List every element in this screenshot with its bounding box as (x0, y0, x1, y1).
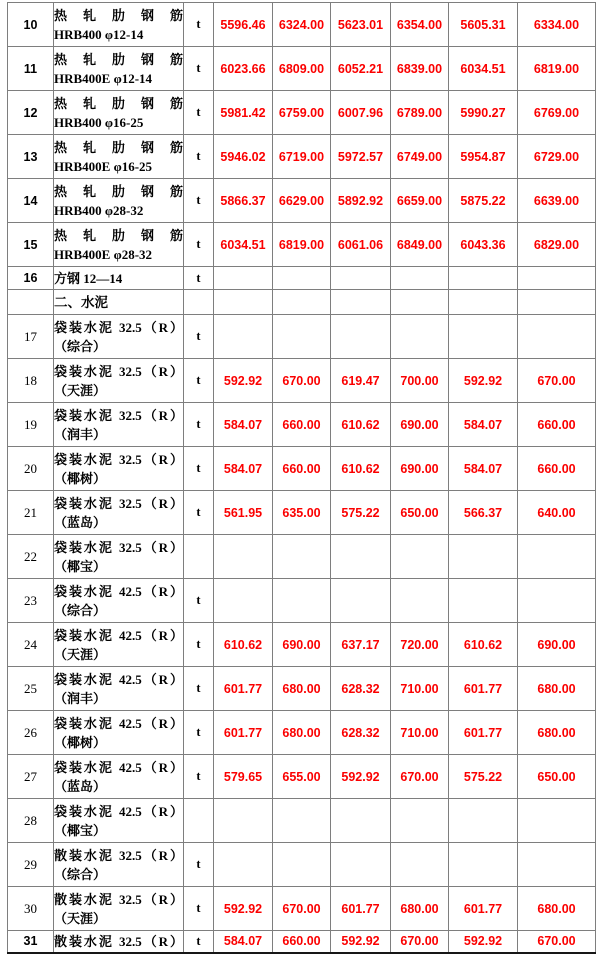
table-row (8, 359, 596, 403)
material-name-line-2: HRB400 φ16-25 (54, 114, 144, 130)
material-name-line-2: HRB400E φ16-25 (54, 158, 153, 174)
table-row (8, 3, 596, 47)
material-name-line-1: 热 轧 肋 钢 筋 (54, 51, 183, 67)
material-name-line-1: 袋装水泥 42.5（R） (54, 671, 183, 687)
price-cell: 6749.00 (391, 135, 449, 179)
price-cell: 660.00 (518, 447, 596, 491)
price-cell (518, 267, 596, 290)
material-name-line-2: HRB400 φ28-32 (54, 202, 144, 218)
price-cell: 650.00 (391, 491, 449, 535)
material-name-line-2: HRB400E φ12-14 (54, 70, 153, 86)
material-name (54, 403, 184, 447)
price-cell: 5946.02 (214, 135, 273, 179)
table-row (8, 47, 596, 91)
price-cell: 601.77 (449, 667, 518, 711)
price-cell (331, 843, 391, 887)
price-cell: 592.92 (331, 755, 391, 799)
price-cell: 690.00 (391, 447, 449, 491)
row-number: 29 (8, 843, 54, 887)
row-number: 24 (8, 623, 54, 667)
material-name-line-1: 热 轧 肋 钢 筋 (54, 95, 183, 111)
price-cell (214, 535, 273, 579)
section-title: 二、水泥 (54, 294, 108, 310)
row-number: 27 (8, 755, 54, 799)
price-cell: 680.00 (518, 667, 596, 711)
price-cell (449, 799, 518, 843)
price-cell (391, 267, 449, 290)
price-cell (273, 267, 331, 290)
price-cell: 6061.06 (331, 223, 391, 267)
table-row (8, 403, 596, 447)
price-cell: 584.07 (214, 403, 273, 447)
row-number: 11 (8, 47, 54, 91)
material-name (54, 711, 184, 755)
price-cell (214, 799, 273, 843)
price-cell (449, 535, 518, 579)
table-row (8, 887, 596, 931)
row-number: 15 (8, 223, 54, 267)
price-cell: 592.92 (214, 887, 273, 931)
material-name (54, 359, 184, 403)
price-cell: 610.62 (449, 623, 518, 667)
material-name-line-2: （椰宝） (54, 822, 107, 838)
row-number: 18 (8, 359, 54, 403)
price-cell: 628.32 (331, 667, 391, 711)
unit-cell: t (184, 223, 214, 267)
price-cell (273, 535, 331, 579)
table-row (8, 491, 596, 535)
price-cell (391, 290, 449, 315)
price-cell (391, 799, 449, 843)
price-cell: 637.17 (331, 623, 391, 667)
table-row (8, 535, 596, 579)
row-number: 30 (8, 887, 54, 931)
price-cell: 6354.00 (391, 3, 449, 47)
material-name-line-2: （综合） (54, 866, 107, 882)
price-cell (273, 843, 331, 887)
price-cell: 5972.57 (331, 135, 391, 179)
row-number: 13 (8, 135, 54, 179)
price-cell: 575.22 (449, 755, 518, 799)
price-cell (518, 290, 596, 315)
row-number: 31 (8, 931, 54, 953)
price-cell: 5866.37 (214, 179, 273, 223)
price-cell: 6789.00 (391, 91, 449, 135)
price-cell: 592.92 (449, 931, 518, 953)
material-name-line-1: 袋装水泥 32.5（R） (54, 407, 183, 423)
table-row (8, 711, 596, 755)
material-name-line-2: （润丰） (54, 690, 107, 706)
material-name-line-1: 袋装水泥 42.5（R） (54, 759, 183, 775)
material-name-line-1: 袋装水泥 42.5（R） (54, 715, 183, 731)
table-row (8, 179, 596, 223)
price-cell: 710.00 (391, 711, 449, 755)
price-cell: 575.22 (331, 491, 391, 535)
material-name (54, 535, 184, 579)
price-cell: 628.32 (331, 711, 391, 755)
price-cell: 690.00 (391, 403, 449, 447)
price-cell (391, 579, 449, 623)
price-cell: 619.47 (331, 359, 391, 403)
price-cell (273, 290, 331, 315)
price-cell: 6849.00 (391, 223, 449, 267)
price-cell (518, 535, 596, 579)
unit-cell: t (184, 403, 214, 447)
material-name (54, 887, 184, 931)
price-cell: 610.62 (214, 623, 273, 667)
material-name-line-2: （椰宝） (54, 558, 107, 574)
price-cell: 592.92 (214, 359, 273, 403)
price-cell: 670.00 (518, 931, 596, 953)
price-cell: 690.00 (518, 623, 596, 667)
price-cell: 601.77 (214, 667, 273, 711)
material-name-line-2: （综合） (54, 338, 107, 354)
price-cell: 720.00 (391, 623, 449, 667)
table-row (8, 447, 596, 491)
material-name (54, 931, 184, 953)
material-name (54, 843, 184, 887)
table-row (8, 931, 596, 953)
price-cell (331, 579, 391, 623)
material-name-line-1: 袋装水泥 32.5（R） (54, 495, 183, 511)
price-cell: 660.00 (273, 403, 331, 447)
row-number: 25 (8, 667, 54, 711)
table-row (8, 843, 596, 887)
unit-cell: t (184, 931, 214, 953)
unit-cell: t (184, 887, 214, 931)
material-name (54, 290, 184, 315)
row-number: 20 (8, 447, 54, 491)
table-row (8, 267, 596, 290)
row-number: 12 (8, 91, 54, 135)
table-row (8, 799, 596, 843)
row-number (8, 290, 54, 315)
unit-cell: t (184, 447, 214, 491)
material-name (54, 3, 184, 47)
material-name-line-2: （蓝岛） (54, 514, 107, 530)
price-cell: 680.00 (273, 711, 331, 755)
row-number: 17 (8, 315, 54, 359)
price-cell: 680.00 (518, 711, 596, 755)
material-name (54, 267, 184, 290)
material-name (54, 223, 184, 267)
material-name-line-1: 散装水泥 32.5（R） (54, 847, 183, 863)
row-number: 23 (8, 579, 54, 623)
price-cell (214, 267, 273, 290)
price-cell: 584.07 (214, 447, 273, 491)
table-row (8, 315, 596, 359)
price-cell: 6759.00 (273, 91, 331, 135)
unit-cell: t (184, 47, 214, 91)
price-cell: 670.00 (273, 887, 331, 931)
price-cell: 690.00 (273, 623, 331, 667)
material-name (54, 315, 184, 359)
price-cell (449, 267, 518, 290)
material-name-line-1: 袋装水泥 42.5（R） (54, 627, 183, 643)
price-cell: 6629.00 (273, 179, 331, 223)
material-name (54, 447, 184, 491)
price-cell: 5981.42 (214, 91, 273, 135)
price-table-body (8, 3, 596, 953)
price-cell: 6639.00 (518, 179, 596, 223)
price-cell: 6819.00 (273, 223, 331, 267)
section-row (8, 290, 596, 315)
price-cell: 6023.66 (214, 47, 273, 91)
price-cell: 601.77 (449, 887, 518, 931)
material-name-line-2: （天涯） (54, 910, 107, 926)
price-cell: 6729.00 (518, 135, 596, 179)
price-cell: 566.37 (449, 491, 518, 535)
table-row (8, 223, 596, 267)
material-name-line-2: （天涯） (54, 382, 107, 398)
material-name (54, 623, 184, 667)
row-number: 16 (8, 267, 54, 290)
material-name (54, 91, 184, 135)
unit-cell: t (184, 623, 214, 667)
material-name (54, 667, 184, 711)
material-name-line-2: HRB400E φ28-32 (54, 246, 153, 262)
price-cell (518, 315, 596, 359)
price-cell: 5623.01 (331, 3, 391, 47)
material-name-line-2: （椰树） (54, 470, 107, 486)
price-cell: 584.07 (214, 931, 273, 953)
unit-cell: t (184, 755, 214, 799)
material-name-line-2: （椰树） (54, 734, 107, 750)
price-cell: 680.00 (273, 667, 331, 711)
price-cell: 660.00 (518, 403, 596, 447)
price-cell (518, 579, 596, 623)
unit-cell (184, 290, 214, 315)
price-cell: 601.77 (214, 711, 273, 755)
price-cell: 640.00 (518, 491, 596, 535)
price-cell: 5605.31 (449, 3, 518, 47)
material-name-line-1: 热 轧 肋 钢 筋 (54, 183, 183, 199)
row-number: 21 (8, 491, 54, 535)
unit-cell: t (184, 843, 214, 887)
price-cell (449, 843, 518, 887)
unit-cell (184, 799, 214, 843)
price-cell (331, 535, 391, 579)
material-name-line-1: 方钢 12—14 (54, 270, 123, 286)
unit-cell: t (184, 135, 214, 179)
price-cell: 584.07 (449, 447, 518, 491)
material-name (54, 47, 184, 91)
price-cell: 660.00 (273, 931, 331, 953)
unit-cell: t (184, 667, 214, 711)
row-number: 14 (8, 179, 54, 223)
material-name-line-1: 袋装水泥 32.5（R） (54, 363, 183, 379)
material-name (54, 179, 184, 223)
table-row (8, 667, 596, 711)
price-cell: 6034.51 (449, 47, 518, 91)
material-price-table (7, 2, 596, 954)
table-row (8, 135, 596, 179)
material-name-line-2: （蓝岛） (54, 778, 107, 794)
price-cell (273, 315, 331, 359)
material-name-line-1: 袋装水泥 42.5（R） (54, 803, 183, 819)
price-cell (214, 290, 273, 315)
price-cell: 660.00 (273, 447, 331, 491)
price-cell: 6829.00 (518, 223, 596, 267)
row-number: 22 (8, 535, 54, 579)
material-name (54, 491, 184, 535)
price-cell: 680.00 (391, 887, 449, 931)
price-cell: 561.95 (214, 491, 273, 535)
unit-cell: t (184, 179, 214, 223)
price-cell: 592.92 (331, 931, 391, 953)
unit-cell: t (184, 315, 214, 359)
unit-cell: t (184, 579, 214, 623)
price-cell: 584.07 (449, 403, 518, 447)
price-cell: 601.77 (331, 887, 391, 931)
material-name-line-2: （综合） (54, 602, 107, 618)
price-cell (518, 799, 596, 843)
material-name-line-1: 袋装水泥 42.5（R） (54, 583, 183, 599)
price-cell (331, 315, 391, 359)
material-name-line-1: 热 轧 肋 钢 筋 (54, 227, 183, 243)
price-cell (214, 579, 273, 623)
price-cell (391, 843, 449, 887)
price-cell: 670.00 (518, 359, 596, 403)
material-name-line-1: 袋装水泥 32.5（R） (54, 451, 183, 467)
table-row (8, 91, 596, 135)
price-cell: 6659.00 (391, 179, 449, 223)
price-cell (331, 267, 391, 290)
material-name (54, 579, 184, 623)
price-cell: 5596.46 (214, 3, 273, 47)
price-cell (214, 315, 273, 359)
price-cell: 610.62 (331, 403, 391, 447)
price-cell (391, 315, 449, 359)
price-cell (449, 579, 518, 623)
price-cell (391, 535, 449, 579)
table-row (8, 755, 596, 799)
price-cell: 670.00 (391, 931, 449, 953)
price-cell: 635.00 (273, 491, 331, 535)
price-cell: 610.62 (331, 447, 391, 491)
material-name-line-2: HRB400 φ12-14 (54, 26, 144, 42)
price-cell: 6052.21 (331, 47, 391, 91)
unit-cell: t (184, 491, 214, 535)
material-name-line-2: （天涯） (54, 646, 107, 662)
table-row (8, 579, 596, 623)
row-number: 28 (8, 799, 54, 843)
unit-cell: t (184, 3, 214, 47)
material-name-line-1: 热 轧 肋 钢 筋 (54, 7, 183, 23)
price-cell: 670.00 (273, 359, 331, 403)
price-cell (331, 799, 391, 843)
price-cell: 6034.51 (214, 223, 273, 267)
price-cell (449, 315, 518, 359)
price-cell: 5892.92 (331, 179, 391, 223)
price-cell (518, 843, 596, 887)
price-cell: 5990.27 (449, 91, 518, 135)
material-name (54, 755, 184, 799)
material-name (54, 135, 184, 179)
price-cell (449, 290, 518, 315)
price-cell: 579.65 (214, 755, 273, 799)
price-cell: 601.77 (449, 711, 518, 755)
price-cell: 710.00 (391, 667, 449, 711)
unit-cell: t (184, 267, 214, 290)
price-cell: 6809.00 (273, 47, 331, 91)
material-name-line-1: 散装水泥 32.5（R） (54, 891, 183, 907)
material-name-line-2: （润丰） (54, 426, 107, 442)
price-cell: 6839.00 (391, 47, 449, 91)
price-cell (273, 579, 331, 623)
price-cell (214, 843, 273, 887)
material-name-line-1: 散装水泥 32.5（R） (54, 933, 183, 949)
row-number: 19 (8, 403, 54, 447)
price-cell: 6819.00 (518, 47, 596, 91)
price-cell (273, 799, 331, 843)
price-cell: 6719.00 (273, 135, 331, 179)
unit-cell: t (184, 711, 214, 755)
material-name-line-1: 袋装水泥 32.5（R） (54, 319, 183, 335)
price-cell: 592.92 (449, 359, 518, 403)
price-cell: 6324.00 (273, 3, 331, 47)
unit-cell: t (184, 91, 214, 135)
material-name (54, 799, 184, 843)
price-cell: 6007.96 (331, 91, 391, 135)
price-cell: 6043.36 (449, 223, 518, 267)
material-name-line-1: 袋装水泥 32.5（R） (54, 539, 183, 555)
price-cell: 650.00 (518, 755, 596, 799)
unit-cell (184, 535, 214, 579)
price-cell: 6334.00 (518, 3, 596, 47)
price-cell (331, 290, 391, 315)
material-name-line-1: 热 轧 肋 钢 筋 (54, 139, 183, 155)
price-cell: 680.00 (518, 887, 596, 931)
table-row (8, 623, 596, 667)
price-cell: 700.00 (391, 359, 449, 403)
row-number: 10 (8, 3, 54, 47)
price-cell: 655.00 (273, 755, 331, 799)
unit-cell: t (184, 359, 214, 403)
price-cell: 5875.22 (449, 179, 518, 223)
price-cell: 670.00 (391, 755, 449, 799)
price-cell: 5954.87 (449, 135, 518, 179)
row-number: 26 (8, 711, 54, 755)
price-cell: 6769.00 (518, 91, 596, 135)
